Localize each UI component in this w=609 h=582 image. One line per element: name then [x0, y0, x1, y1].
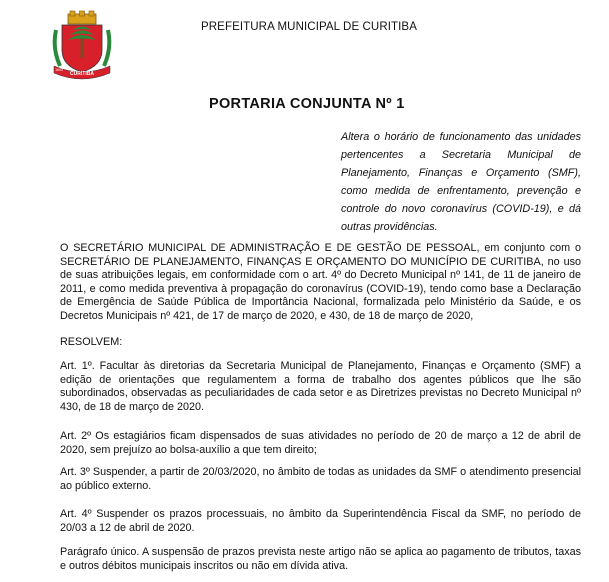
- document-ementa: Altera o horário de funcionamento das unidades pertencentes a Secretaria Municipal de Planejamento, Finanças e Orçamento (SMF), como medida de enfrentamento, prevenção e controle do novo coronavírus (COVID-19), e dá outras providências.: [341, 131, 581, 233]
- curitiba-coat-of-arms-icon: [50, 10, 114, 82]
- document-title: PORTARIA CONJUNTA Nº 1: [209, 96, 405, 112]
- organization-name: PREFEITURA MUNICIPAL DE CURITIBA: [201, 21, 417, 33]
- article-3: [60, 466, 581, 493]
- preamble-text: O SECRETÁRIO MUNICIPAL DE ADMINISTRAÇÃO E DE GESTÃO DE PESSOAL, em conjunto com o SECRETÁRIO DE PLANEJAMENTO, FINANÇAS E ORÇAMENTO DO MUNICÍPIO DE CURITIBA, no uso de suas atribuições legais, em conformidade com o art. 4º do Decreto Municipal nº 141, de 11 de janeiro de 2011, e como medida preventiva à propagação do coronavírus (COVID-19), tendo como base a Declaração de Emergência de Saúde Pública de Importância Nacional, formalizada pelo Ministério da Saúde, e os Decretos Municipais nº 421, de 17 de março de 2020, e 430, de 18 de março de 2020,: [60, 242, 581, 322]
- article-4: [60, 508, 581, 535]
- svg-text:1693: 1693: [55, 68, 63, 72]
- svg-text:CURITIBA: CURITIBA: [70, 71, 94, 77]
- paragrafo-text: Parágrafo único. A suspensão de prazos prevista neste artigo não se aplica ao pagamento de tributos, taxas e outros débitos municipais inscritos ou não em dívida ativa.: [60, 546, 581, 572]
- preamble-paragraph: [60, 242, 581, 324]
- article-2: [60, 430, 581, 457]
- paragrafo-unico: [60, 546, 581, 573]
- article-text: Art. 1º. Facultar às diretorias da Secretaria Municipal de Planejamento, Finanças e Orçamento (SMF) a edição de orientações que regulamentem a forma de trabalho dos agentes públicos que lhe são subordinados, observadas as peculiaridades de cada setor e as Diretrizes previstas no Decreto Municipal nº 430, de 18 de março de 2020.: [60, 360, 581, 413]
- article-text: Art. 3º Suspender, a partir de 20/03/2020, no âmbito de todas as unidades da SMF o atendimento presencial ao público externo.: [60, 466, 581, 492]
- resolvem-text: RESOLVEM:: [60, 336, 123, 348]
- article-text: Art. 2º Os estagiários ficam dispensados de suas atividades no período de 20 de março a 12 de abril de 2020, sem prejuízo ao bolsa-auxílio a que tem direito;: [60, 430, 581, 456]
- article-text: Art. 4º Suspender os prazos processuais, no âmbito da Superintendência Fiscal da SMF, no período de 20/03 a 12 de abril de 2020.: [60, 508, 581, 534]
- article-1: [60, 360, 581, 414]
- resolvem-heading: [60, 336, 581, 350]
